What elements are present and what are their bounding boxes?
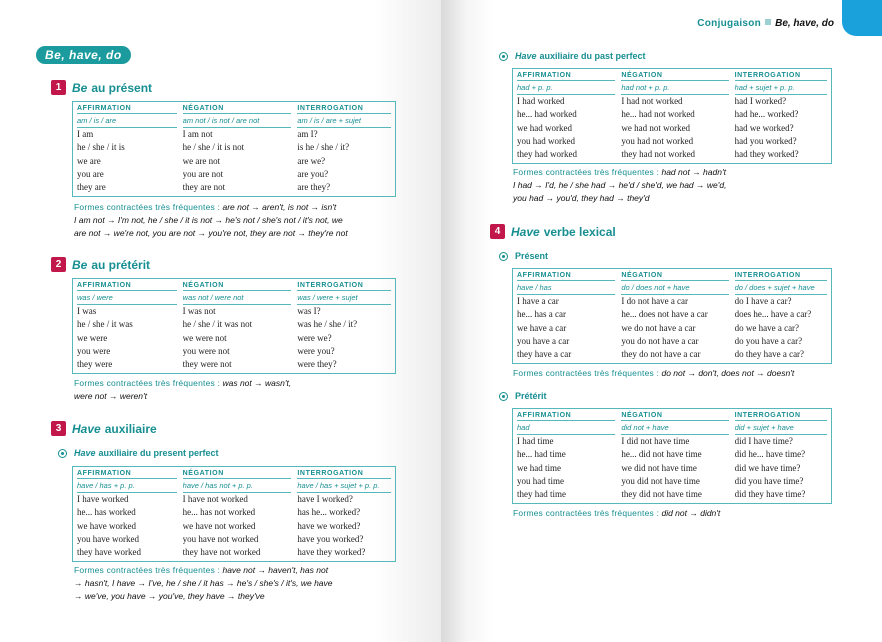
table-row [77, 141, 391, 154]
table-cell: you had worked [517, 136, 575, 147]
note-label: Formes contractées très fréquentes : [74, 378, 221, 388]
column-header: NÉGATION [621, 411, 728, 421]
circle-bullet-icon [58, 449, 67, 458]
table-cell: we did not have time [621, 462, 697, 473]
table-pattern-row [517, 81, 827, 95]
table-cell: I was not [182, 306, 216, 317]
section-title: auxiliaire [104, 421, 157, 436]
pattern-cell: am / is / are + sujet [297, 114, 391, 128]
pattern-cell: had + p. p. [517, 81, 615, 95]
table-cell: he... has not worked [182, 507, 256, 518]
section-title: verbe lexical [543, 224, 616, 239]
page-title: Be, have, do [36, 46, 131, 64]
section-keyword: Be [72, 80, 88, 95]
chapter-name: Conjugaison [697, 18, 762, 29]
table-cell: we have a car [517, 322, 567, 333]
table-row [77, 318, 391, 331]
pattern-cell: did not + have [621, 421, 728, 435]
pattern-cell: had [517, 421, 615, 435]
section-keyword: Have [511, 224, 540, 239]
table-cell: do I have a car? [734, 296, 792, 307]
table-cell: are they? [297, 182, 331, 193]
table-cell: had I worked? [734, 96, 787, 107]
column-header: NÉGATION [621, 271, 728, 281]
column-header: AFFIRMATION [77, 281, 177, 291]
subsection-title: Présent [515, 251, 549, 261]
table-cell: I was [77, 306, 97, 317]
section-title: au prétérit [91, 257, 151, 272]
table-row [517, 462, 827, 475]
note-line: → hasn't, I have → I've, he / she / it has → he's / she's / it's, we have [74, 578, 333, 589]
table-cell: I have not worked [182, 494, 248, 505]
table-cell: had you worked? [734, 136, 797, 147]
column-header: AFFIRMATION [517, 71, 615, 81]
pattern-cell: do / does not + have [621, 281, 728, 295]
table-cell: we have not worked [182, 520, 256, 531]
table-cell: I have a car [517, 296, 559, 307]
table-cell: you have worked [77, 534, 139, 545]
table-cell: did I have time? [734, 436, 793, 447]
table-cell: have you worked? [297, 534, 364, 545]
table-cell: we do not have a car [621, 322, 696, 333]
have-preterit-contractions [513, 507, 858, 520]
section-number: 1 [51, 80, 66, 95]
table-cell: was I? [297, 306, 321, 317]
table-cell: they had worked [517, 149, 577, 160]
table-cell: did he... have time? [734, 449, 806, 460]
table-row [77, 128, 391, 142]
section-number: 4 [490, 224, 505, 239]
square-separator-icon [765, 19, 771, 25]
note-label: Formes contractées très fréquentes : [74, 202, 221, 212]
table-row [77, 332, 391, 345]
table-header-row [517, 71, 827, 81]
pattern-cell: had + sujet + p. p. [735, 81, 827, 95]
table-row [517, 148, 827, 161]
note-line: are not → we're not, you are not → you're not, they are not → they're not [74, 228, 348, 239]
table-cell: you had time [517, 476, 564, 487]
chapter-subject: Be, have, do [775, 18, 834, 29]
table-cell: are we? [297, 155, 326, 166]
table-cell: he / she / it was [77, 319, 133, 330]
table-row [517, 348, 827, 361]
table-row [517, 95, 827, 109]
table-cell: are you? [297, 169, 329, 180]
section-keyword: Be [72, 257, 88, 272]
section-3-heading [51, 421, 157, 436]
table-row [77, 546, 391, 559]
have-present-contractions [513, 367, 858, 380]
table-cell: I had not worked [621, 96, 683, 107]
table-cell: you do not have a car [621, 336, 699, 347]
pattern-cell: am / is / are [77, 114, 177, 128]
subsection-keyword: Have [515, 51, 537, 61]
table-row [77, 181, 391, 194]
table-cell: they are [77, 182, 106, 193]
note-line: did not → didn't [661, 508, 721, 518]
be-present-contractions [74, 201, 414, 241]
table-cell: I do not have a car [621, 296, 689, 307]
table-cell: you were [77, 346, 111, 357]
table-header-row [77, 469, 391, 479]
past-perfect-table [512, 68, 832, 164]
present-perfect-subheading [58, 448, 219, 458]
table-row [517, 295, 827, 309]
table-cell: they did not have time [621, 489, 702, 500]
table-cell: were we? [297, 332, 332, 343]
table-cell: was he / she / it? [297, 319, 358, 330]
note-label: Formes contractées très fréquentes : [74, 565, 221, 575]
table-cell: have we worked? [297, 520, 361, 531]
column-header: NÉGATION [621, 71, 728, 81]
section-title: au présent [91, 80, 153, 95]
table-cell: have they worked? [297, 547, 366, 558]
pattern-cell: have / has [517, 281, 615, 295]
table-cell: had we worked? [734, 122, 794, 133]
subsection-keyword: Have [74, 448, 96, 458]
table-row [77, 493, 391, 507]
table-cell: we had not worked [621, 122, 691, 133]
section-keyword: Have [72, 421, 101, 436]
column-header: NÉGATION [183, 469, 292, 479]
table-cell: had they worked? [734, 149, 799, 160]
table-cell: do you have a car? [734, 336, 803, 347]
table-cell: they do not have a car [621, 349, 701, 360]
table-cell: they have not worked [182, 547, 261, 558]
table-cell: he... did not have time [621, 449, 702, 460]
table-row [517, 448, 827, 461]
table-cell: I have worked [77, 494, 129, 505]
column-header: INTERROGATION [735, 411, 827, 421]
note-line: were not → weren't [74, 391, 147, 402]
present-perfect-contractions [74, 564, 414, 604]
be-present-table [72, 101, 396, 197]
table-cell: he... had time [517, 449, 566, 460]
table-pattern-row [77, 291, 391, 305]
table-cell: you have not worked [182, 534, 259, 545]
table-cell: they have a car [517, 349, 572, 360]
table-row [77, 168, 391, 181]
table-cell: I am [77, 129, 94, 140]
table-cell: he / she / it is not [182, 142, 245, 153]
note-line: → we've, you have → you've, they have → they've [74, 591, 265, 602]
table-cell: they have worked [77, 547, 141, 558]
table-cell: we have worked [77, 520, 136, 531]
table-cell: we are not [182, 155, 221, 166]
present-perfect-table [72, 466, 396, 562]
table-row [77, 506, 391, 519]
table-cell: did we have time? [734, 462, 801, 473]
section-2-heading [51, 257, 150, 272]
pattern-cell: was / were + sujet [297, 291, 391, 305]
corner-tab [842, 0, 882, 36]
table-cell: has he... worked? [297, 507, 361, 518]
table-cell: they were [77, 359, 113, 370]
note-label: Formes contractées très fréquentes : [513, 508, 660, 518]
pattern-cell: had not + p. p. [621, 81, 728, 95]
table-cell: I had time [517, 436, 554, 447]
note-line: had not → hadn't [661, 167, 726, 177]
pattern-cell: did + sujet + have [735, 421, 827, 435]
column-header: AFFIRMATION [77, 104, 177, 114]
table-cell: you are [77, 169, 104, 180]
table-cell: we had time [517, 462, 561, 473]
table-row [517, 308, 827, 321]
table-row [517, 122, 827, 135]
column-header: INTERROGATION [735, 71, 827, 81]
past-perfect-contractions [513, 166, 858, 206]
table-row [517, 435, 827, 449]
table-cell: he... has a car [517, 309, 566, 320]
note-line: was not → wasn't, [222, 378, 292, 388]
table-header-row [77, 281, 391, 291]
section-4-heading [490, 224, 616, 239]
table-cell: he... had not worked [621, 109, 695, 120]
table-row [517, 335, 827, 348]
pattern-cell: have / has + sujet + p. p. [297, 479, 391, 493]
column-header: INTERROGATION [735, 271, 827, 281]
circle-bullet-icon [499, 392, 508, 401]
table-header-row [77, 104, 391, 114]
subsection-title: auxiliaire du past perfect [539, 51, 646, 61]
table-cell: is he / she / it? [297, 142, 350, 153]
table-row [77, 155, 391, 168]
table-cell: I had worked [517, 96, 565, 107]
table-cell: he... has worked [77, 507, 136, 518]
circle-bullet-icon [499, 52, 508, 61]
note-label: Formes contractées très fréquentes : [513, 167, 660, 177]
table-cell: he... had worked [517, 109, 577, 120]
table-cell: had he... worked? [734, 109, 799, 120]
table-cell: you had not worked [621, 136, 694, 147]
section-number: 2 [51, 257, 66, 272]
table-row [77, 305, 391, 319]
note-line: I am not → I'm not, he / she / it is not → he's not / she's not / it's not, we [74, 215, 343, 226]
pattern-cell: was / were [77, 291, 177, 305]
table-row [517, 475, 827, 488]
table-row [77, 533, 391, 546]
table-cell: did they have time? [734, 489, 806, 500]
be-preterit-contractions [74, 377, 414, 403]
table-cell: they were not [182, 359, 232, 370]
table-row [517, 135, 827, 148]
column-header: AFFIRMATION [517, 411, 615, 421]
subsection-title: Prétérit [515, 391, 547, 401]
table-cell: you have a car [517, 336, 570, 347]
table-cell: they had not worked [621, 149, 696, 160]
table-row [77, 345, 391, 358]
column-header: AFFIRMATION [77, 469, 177, 479]
section-number: 3 [51, 421, 66, 436]
table-cell: he / she / it is [77, 142, 125, 153]
table-header-row [517, 411, 827, 421]
subsection-title: auxiliaire du present perfect [98, 448, 219, 458]
table-cell: we were not [182, 332, 227, 343]
be-preterit-table [72, 278, 396, 374]
table-cell: were they? [297, 359, 337, 370]
pattern-cell: have / has not + p. p. [183, 479, 292, 493]
pattern-cell: am not / is not / are not [183, 114, 292, 128]
table-cell: am I? [297, 129, 318, 140]
table-cell: I did not have time [621, 436, 690, 447]
preterit-subheading [499, 391, 547, 401]
table-cell: do we have a car? [734, 322, 800, 333]
have-preterit-table [512, 408, 832, 504]
table-row [517, 488, 827, 501]
past-perfect-subheading [499, 51, 646, 61]
circle-bullet-icon [499, 252, 508, 261]
column-header: NÉGATION [183, 104, 292, 114]
table-row [517, 108, 827, 121]
table-cell: they had time [517, 489, 566, 500]
table-cell: we are [77, 155, 101, 166]
table-cell: did you have time? [734, 476, 804, 487]
note-line: do not → don't, does not → doesn't [661, 368, 795, 378]
table-pattern-row [517, 281, 827, 295]
section-1-heading [51, 80, 152, 95]
pattern-cell: have / has + p. p. [77, 479, 177, 493]
pattern-cell: was not / were not [183, 291, 292, 305]
note-line: are not → aren't, is not → isn't [222, 202, 337, 212]
table-header-row [517, 271, 827, 281]
table-cell: does he... have a car? [734, 309, 812, 320]
table-row [77, 520, 391, 533]
note-line: have not → haven't, has not [222, 565, 329, 575]
present-subheading [499, 251, 548, 261]
column-header: AFFIRMATION [517, 271, 615, 281]
table-cell: he / she / it was not [182, 319, 253, 330]
chapter-header [697, 18, 834, 29]
table-cell: he... does not have a car [621, 309, 708, 320]
right-page [441, 0, 882, 642]
table-cell: you were not [182, 346, 230, 357]
column-header: NÉGATION [183, 281, 292, 291]
table-pattern-row [77, 479, 391, 493]
have-present-table [512, 268, 832, 364]
note-label: Formes contractées très fréquentes : [513, 368, 660, 378]
table-cell: have I worked? [297, 494, 353, 505]
note-line: you had → you'd, they had → they'd [513, 193, 650, 204]
table-cell: do they have a car? [734, 349, 805, 360]
table-row [517, 322, 827, 335]
table-cell: I am not [182, 129, 213, 140]
column-header: INTERROGATION [297, 281, 391, 291]
table-cell: we were [77, 332, 108, 343]
column-header: INTERROGATION [297, 469, 391, 479]
table-pattern-row [517, 421, 827, 435]
column-header: INTERROGATION [297, 104, 391, 114]
table-cell: you did not have time [621, 476, 700, 487]
table-cell: we had worked [517, 122, 572, 133]
table-cell: you are not [182, 169, 224, 180]
pattern-cell: do / does + sujet + have [735, 281, 827, 295]
table-row [77, 358, 391, 371]
table-pattern-row [77, 114, 391, 128]
table-cell: they are not [182, 182, 226, 193]
table-cell: were you? [297, 346, 335, 357]
note-line: I had → I'd, he / she had → he'd / she'd, we had → we'd, [513, 180, 727, 191]
